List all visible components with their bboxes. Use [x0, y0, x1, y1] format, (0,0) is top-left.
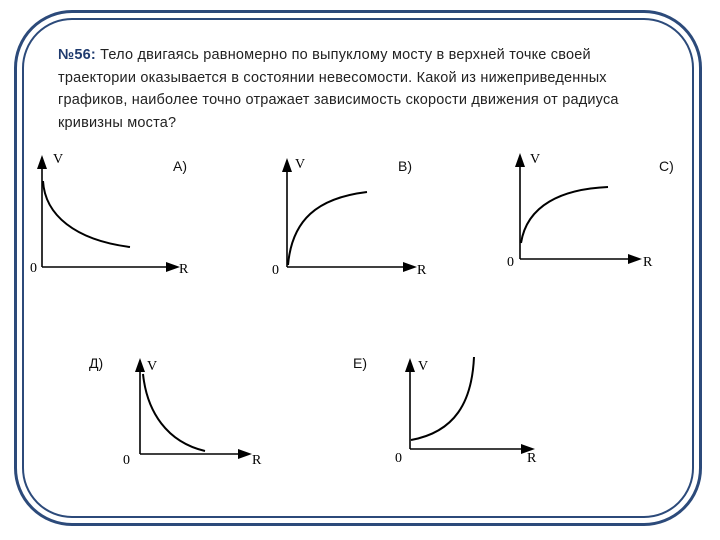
option-label-e: Е)	[353, 355, 367, 371]
graph-a-r-label: R	[179, 262, 189, 277]
graph-e-origin: 0	[395, 451, 402, 466]
option-label-a: А)	[173, 158, 187, 174]
problem-statement	[58, 44, 668, 134]
graph-b-r-label: R	[417, 263, 427, 278]
graph-c-r-label: R	[643, 255, 653, 270]
graph-b-v-label: V	[295, 157, 306, 172]
graph-d-v-label: V	[147, 359, 158, 374]
option-label-b: В)	[398, 158, 412, 174]
graph-a-origin: 0	[30, 261, 37, 276]
graph-d-y-arrow	[135, 358, 145, 372]
graph-a-x-arrow	[166, 262, 180, 272]
graph-b	[262, 150, 452, 290]
problem-number: №56:	[58, 47, 96, 63]
graph-e-v-label: V	[418, 359, 429, 374]
graph-e	[390, 352, 580, 492]
graph-d-r-label: R	[252, 453, 262, 468]
graph-a	[20, 145, 210, 285]
graph-b-x-arrow	[403, 262, 417, 272]
graph-d-x-arrow	[238, 449, 252, 459]
option-label-c: С)	[659, 158, 674, 174]
graph-b-y-arrow	[282, 158, 292, 172]
graph-d-curve	[143, 374, 205, 451]
graph-a-curve	[43, 181, 130, 247]
graph-c	[497, 145, 687, 285]
graph-c-y-arrow	[515, 153, 525, 167]
problem-text: Тело двигаясь равномерно по выпуклому мосту в верхней точке своей траектории оказывается в состоянии невесомости. Какой из нижеприведенных графиков, наиболее точно отражает зависимость скорости движения от радиуса кривизны моста?	[58, 47, 619, 131]
graph-e-y-arrow	[405, 358, 415, 372]
graph-e-r-label: R	[527, 451, 537, 466]
graph-c-v-label: V	[530, 152, 541, 167]
graph-b-origin: 0	[272, 263, 279, 278]
graph-a-v-label: V	[53, 152, 64, 167]
graph-c-origin: 0	[507, 255, 514, 270]
graph-d	[117, 352, 307, 492]
graph-c-x-arrow	[628, 254, 642, 264]
option-label-d: Д)	[89, 355, 104, 371]
graph-d-origin: 0	[123, 453, 130, 468]
graph-b-curve	[288, 192, 367, 265]
graph-a-y-arrow	[37, 155, 47, 169]
graph-c-curve	[521, 187, 608, 243]
